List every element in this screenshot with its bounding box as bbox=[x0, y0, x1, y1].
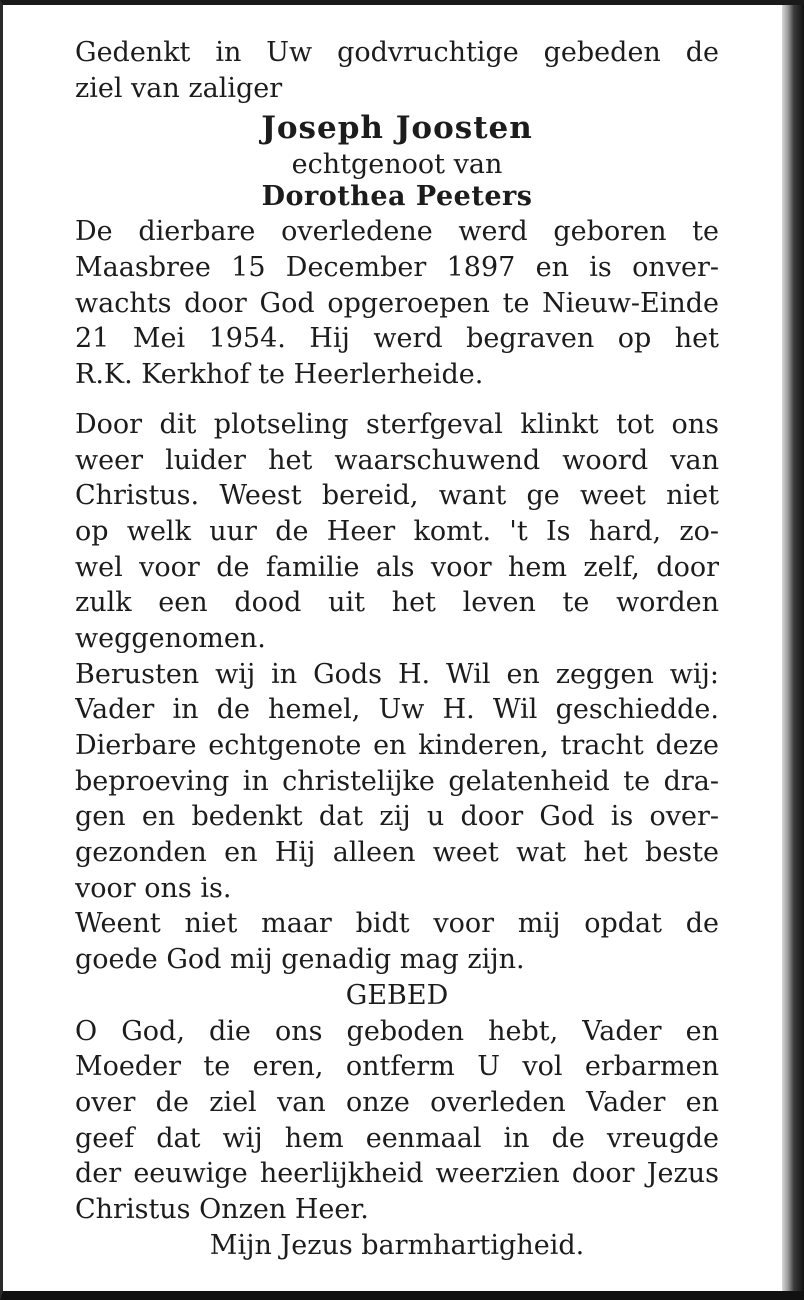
intro-line: ziel van zaliger bbox=[75, 72, 283, 104]
spouse-name: Dorothea Peeters bbox=[261, 181, 533, 213]
reflection-line: Berusten wij in Gods H. Wil en zeggen wij: bbox=[75, 658, 719, 690]
bio-line: De dierbare overledene werd geboren te bbox=[75, 216, 719, 248]
reflection-line: Christus. Weest bereid, want ge weet niet bbox=[75, 480, 719, 512]
reflection-line: zulk een dood uit het leven te worden bbox=[75, 587, 719, 619]
card-edge-shadow bbox=[782, 5, 804, 1300]
prayer-line: Christus Onzen Heer. bbox=[75, 1193, 369, 1225]
reflection-line: weggenomen. bbox=[75, 622, 266, 654]
bio-line: 21 Mei 1954. Hij werd begraven op het bbox=[75, 323, 719, 355]
reflection-line: gen en bedenkt dat zij u door God is over- bbox=[75, 801, 719, 833]
reflection-line: weer luider het waarschuwend woord van bbox=[75, 444, 719, 476]
card-text bbox=[75, 35, 719, 1263]
reflection-line: Vader in de hemel, Uw H. Wil geschiedde. bbox=[75, 694, 719, 726]
prayer-line: geef dat wij hem eenmaal in de vreugde bbox=[75, 1122, 719, 1154]
reflection-line: Weent niet maar bidt voor mij opdat de bbox=[75, 908, 719, 940]
reflection-line: wel voor de familie als voor hem zelf, door bbox=[75, 551, 719, 583]
bio-line: R.K. Kerkhof te Heerlerheide. bbox=[75, 359, 484, 391]
closing-line: Mijn Jezus barmhartigheid. bbox=[209, 1229, 585, 1261]
prayer-line: Moeder te eren, ontferm U vol erbarmen bbox=[75, 1051, 719, 1083]
reflection-line: Dierbare echtgenote en kinderen, tracht deze bbox=[75, 730, 719, 761]
prayer-line: over de ziel van onze overleden Vader en bbox=[75, 1086, 719, 1118]
intro-line: Gedenkt in Uw godvruchtige gebeden de bbox=[75, 37, 719, 68]
bio-line: wachts door God opgeroepen te Nieuw-Einde bbox=[75, 287, 719, 319]
prayer-line: der eeuwige heerlijkheid weerzien door Jezus bbox=[75, 1158, 719, 1190]
reflection-line: voor ons is. bbox=[75, 872, 232, 904]
bio-line: Maasbree 15 December 1897 en is onver- bbox=[75, 252, 719, 284]
reflection-line: beproeving in christelijke gelatenheid te dra- bbox=[75, 765, 719, 797]
prayer-line: O God, die ons geboden hebt, Vader en bbox=[75, 1015, 719, 1047]
reflection-line: Door dit plotseling sterfgeval klinkt tot ons bbox=[75, 408, 719, 440]
reflection-line: goede God mij genadig mag zijn. bbox=[75, 944, 525, 976]
paragraph-gap bbox=[75, 393, 719, 407]
relation-text: echtgenoot van bbox=[291, 149, 503, 181]
reflection-line: op welk uur de Heer komt. 't Is hard, zo- bbox=[75, 515, 719, 547]
deceased-name: Joseph Joosten bbox=[261, 110, 533, 147]
reflection-line: gezonden en Hij alleen weet wat het beste bbox=[75, 837, 719, 869]
prayer-heading: GEBED bbox=[345, 979, 449, 1011]
